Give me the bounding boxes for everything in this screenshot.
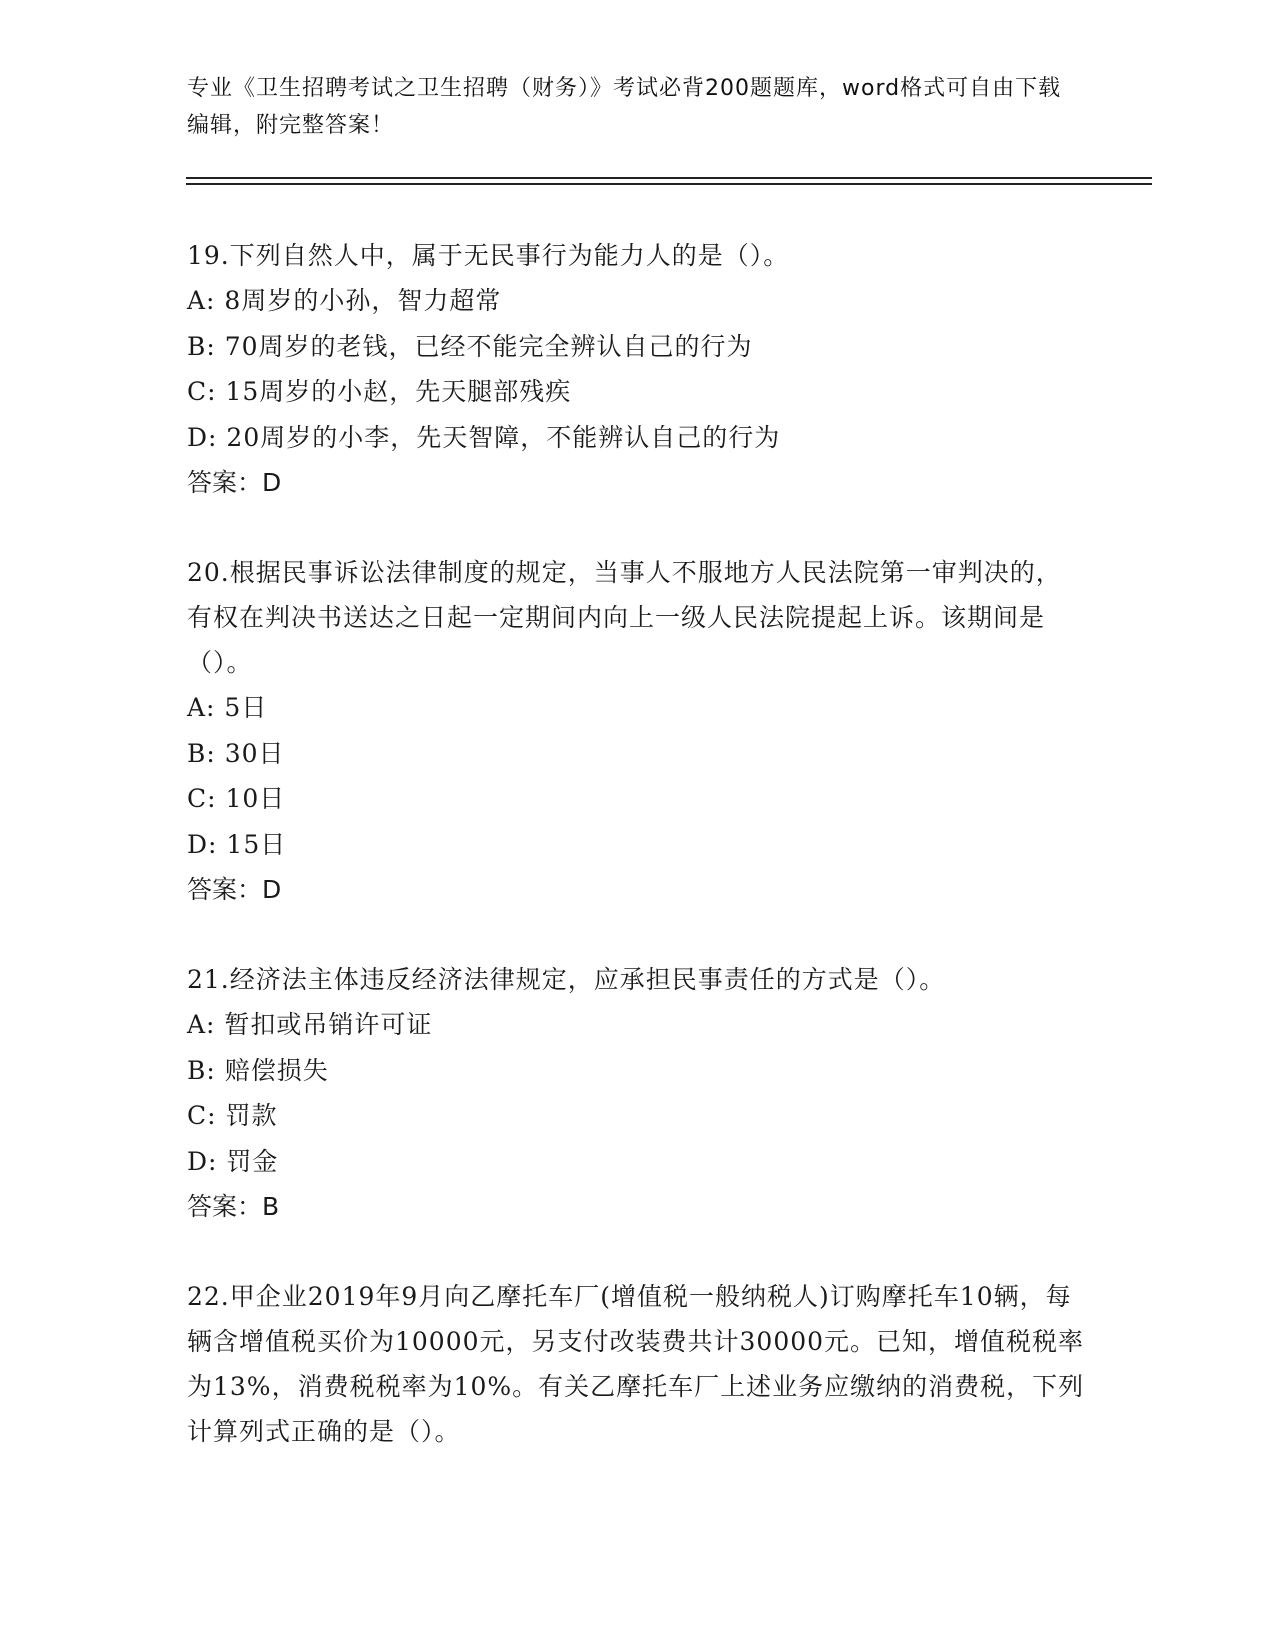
- question-stem: 22.甲企业2019年9月向乙摩托车厂(增值税一般纳税人)订购摩托车10辆，每辆含增值税买价为10000元，另支付改装费共计30000元。已知，增值税税率为13%，消费税税率为10%。有关乙摩托车厂上述业务应缴纳的消费税，下列计算列式正确的是（）。: [187, 1282, 1085, 1446]
- header-divider-bottom: [186, 183, 1152, 185]
- option-d: D: 20周岁的小李，先天智障，不能辨认自己的行为: [187, 422, 781, 452]
- question-stem: 20.根据民事诉讼法律制度的规定，当事人不服地方人民法院第一审判决的，有权在判决书送达之日起一定期间内向上一级人民法院提起上诉。该期间是（）。: [187, 558, 1062, 677]
- question-item: [187, 957, 1087, 1229]
- option-c: C: 罚款: [187, 1101, 278, 1130]
- option-c: C: 15周岁的小赵，先天腿部残疾: [187, 377, 572, 406]
- option-d: D: 15日: [187, 829, 287, 859]
- answer-line: 答案：D: [187, 875, 282, 904]
- question-list: [187, 233, 1087, 1499]
- option-a: A: 8周岁的小孙，智力超常: [187, 286, 502, 315]
- option-d: D: 罚金: [187, 1146, 279, 1176]
- header-divider-top: [186, 177, 1152, 179]
- question-stem: 21.经济法主体违反经济法律规定，应承担民事责任的方式是（）。: [187, 965, 946, 994]
- answer-line: 答案：D: [187, 468, 282, 497]
- document-header: 专业《卫生招聘考试之卫生招聘（财务）》考试必背200题题库，word格式可自由下载编辑，附完整答案！: [187, 76, 1062, 138]
- option-a: A: 5日: [187, 693, 268, 722]
- option-a: A: 暂扣或吊销许可证: [187, 1010, 433, 1039]
- question-item: [187, 233, 1087, 505]
- answer-line: 答案：B: [187, 1192, 280, 1221]
- question-item: [187, 550, 1087, 912]
- option-b: B: 70周岁的老钱，已经不能完全辨认自己的行为: [187, 331, 753, 361]
- option-b: B: 30日: [187, 738, 285, 768]
- option-c: C: 10日: [187, 784, 286, 813]
- question-stem: 19.下列自然人中，属于无民事行为能力人的是（）。: [187, 241, 790, 270]
- question-item: [187, 1274, 1087, 1454]
- option-b: B: 赔偿损失: [187, 1055, 329, 1085]
